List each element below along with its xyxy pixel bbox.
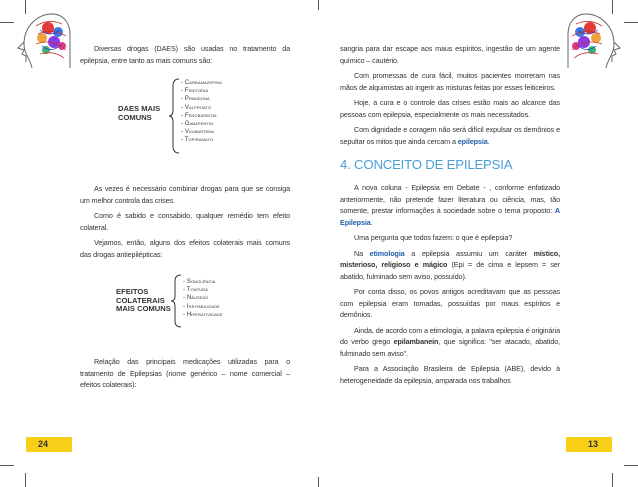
list-item: - Fenitoína <box>181 88 209 95</box>
paragraph: Vejamos, então, alguns dos efeitos colaterais mais comuns das drogas antiepilépticas: <box>80 238 290 259</box>
intro-paragraph: Diversas drogas (DAES) são usadas no tratamento da epilepsia, entre tanto as mais comuns são: <box>80 44 290 65</box>
crop-mark <box>624 465 638 466</box>
list-item: - Sonolência <box>183 279 216 285</box>
list-item: - Irritabilidade <box>183 303 220 310</box>
paragraph: Na etimologia a epilepsia assumiu um caráter místico, misterioso, religioso e mágico (Epi = de cima e lepsem = ser abatido, fulminado sem aviso, possuído). <box>340 248 560 281</box>
paragraph: Como é sabido e consabido, qualquer remédio tem efeito colateral. <box>80 211 290 232</box>
page-number-right: 13 <box>588 439 599 449</box>
brain-head-illustration-left <box>14 8 72 72</box>
list-item: - Carbamazepina <box>181 80 222 86</box>
daes-label: DAES MAIS COMUNS <box>118 104 161 122</box>
paragraph: A nova coluna - Epilepsia em Debate - , conforme enfatizado anteriormente, não pretende fazer literatura ou ciência, mas, tão somente, prestar informações à sociedade sobre o tema proposto: A Epilepsia. <box>340 183 560 227</box>
paragraph: Para a Associação Brasileira de Epilepsia (ABE), devido à heterogeneidade da epilepsia, amparada nos trabalhos <box>340 364 560 385</box>
daes-list <box>181 79 222 145</box>
paragraph: Ainda, de acordo com a etimologia, a palavra epilepsia é originária do verbo grego epilambanein, que significa: "ser atacado, abatido, fulminado sem aviso". <box>340 325 560 358</box>
paragraph: sangria para dar escape aos maus espíritos, ingestão de um agente químico – cautério. <box>340 44 560 65</box>
list-item: - Valproato <box>181 104 212 111</box>
left-page-column <box>80 43 290 395</box>
list-item: - Gabapentin <box>181 121 214 128</box>
list-item: - Primidona <box>181 96 210 103</box>
list-item: - Náuseas <box>183 295 209 302</box>
crop-mark <box>318 0 319 10</box>
daes-brace-group <box>80 74 290 162</box>
list-item: - Topiramato <box>181 137 214 144</box>
right-page-column <box>340 43 560 390</box>
crop-mark <box>318 477 319 487</box>
brace-icon <box>168 78 180 154</box>
paragraph: Com dignidade e coragem não será difícil expulsar os demônios e sepultar os mitos que ainda cercam a epilepsia. <box>340 125 560 146</box>
list-item: - Hiperatividade <box>183 311 223 318</box>
effects-label: EFEITOS COLATERAIS MAIS COMUNS <box>116 287 171 313</box>
list-item: - Tontura <box>183 287 209 294</box>
brace-icon <box>170 274 182 328</box>
crop-mark <box>624 22 638 23</box>
crop-mark <box>25 473 26 487</box>
crop-mark <box>0 465 14 466</box>
list-item: - Vigabatrina <box>181 129 214 136</box>
paragraph: Com promessas de cura fácil, muitos pacientes morreram nas mãos de alquimistas ao ingerir as misturas feitas por esses feiticeiros. <box>340 71 560 92</box>
paragraph: Uma pergunta que todos fazem: o que é epilepsia? <box>354 233 513 242</box>
section-title: 4. CONCEITO DE EPILEPSIA <box>340 157 513 172</box>
paragraph: Por conta disso, os povos antigos acreditavam que as pessoas com epilepsia eram tomadas, possuídas por maus espíritos e demônios. <box>340 287 560 319</box>
list-item: - Fenobarbital <box>181 112 218 119</box>
effects-brace-group <box>80 272 290 334</box>
crop-mark <box>612 473 613 487</box>
page-number-left: 24 <box>38 439 49 449</box>
paragraph: As vezes é necessário combinar drogas para que se consiga um melhor controla das crises. <box>80 184 290 205</box>
effects-list <box>183 278 223 319</box>
paragraph: Hoje, a cura e o controle das crises estão mais ao alcance das pessoas com epilepsia, especialmente os mais necessitados. <box>340 98 560 119</box>
paragraph: Relação das principais medicações utilizadas para o tratamento de Epilepsias (nome genérico – nome comercial – efeitos colaterais): <box>80 357 290 389</box>
crop-mark <box>0 22 14 23</box>
brain-head-illustration-right <box>566 8 624 72</box>
